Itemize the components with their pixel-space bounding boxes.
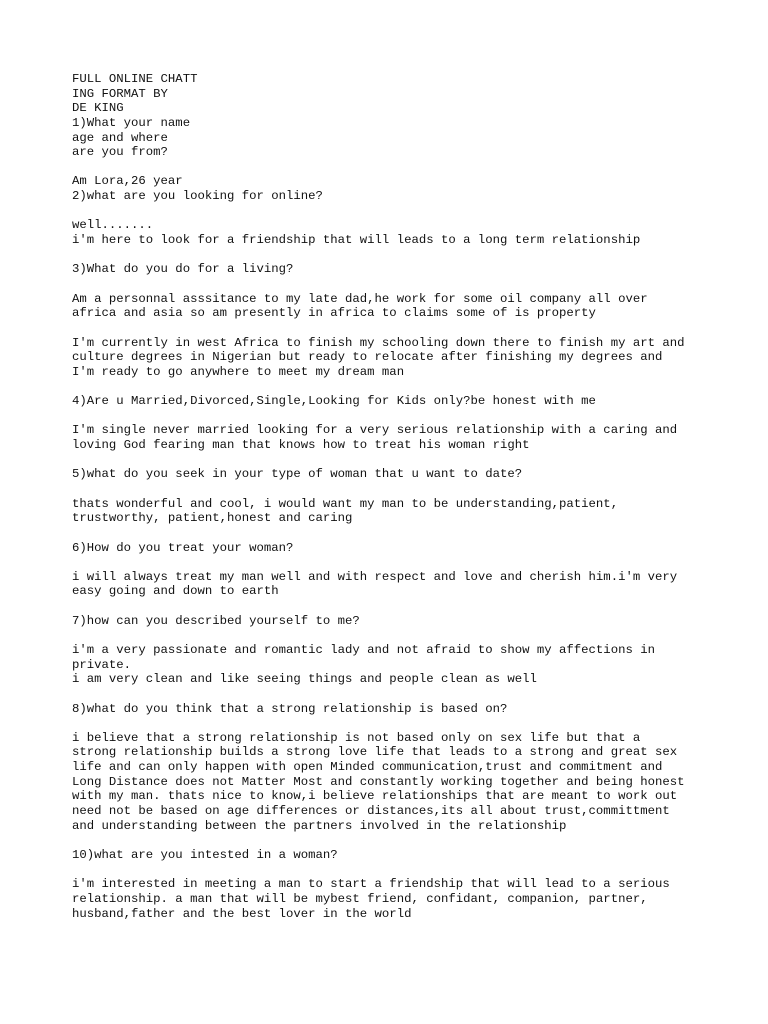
paragraph-gap (72, 453, 732, 468)
paragraph-gap (72, 526, 732, 541)
question-line: 3)What do you do for a living? (72, 262, 294, 277)
text-block (72, 423, 732, 452)
answer-line: I'm ready to go anywhere to meet my dream man (72, 364, 405, 379)
answer-line: i'm a very passionate and romantic lady and not afraid to show my affections in (72, 642, 655, 657)
text-block (72, 541, 732, 556)
paragraph-gap (72, 482, 732, 497)
paragraph-gap (72, 833, 732, 848)
question-line: 6)How do you treat your woman? (72, 540, 294, 555)
answer-line: and understanding between the partners involved in the relationship (72, 818, 567, 833)
answer-line: i will always treat my man well and with respect and love and cherish him.i'm very (72, 569, 678, 584)
paragraph-gap (72, 409, 732, 424)
text-block (72, 731, 732, 833)
answer-line: I'm currently in west Africa to finish my schooling down there to finish my art and (72, 335, 685, 350)
text-block (72, 614, 732, 629)
text-block (72, 218, 732, 247)
paragraph-gap (72, 555, 732, 570)
question-line: 10)what are you intested in a woman? (72, 847, 338, 862)
answer-line: easy going and down to earth (72, 584, 279, 599)
answer-line: i am very clean and like seeing things and people clean as well (72, 672, 537, 687)
answer-line: relationship. a man that will be mybest friend, confidant, companion, partner, (72, 891, 648, 906)
document-title-line: FULL ONLINE CHATT (72, 72, 198, 86)
text-block (72, 467, 732, 482)
answer-line: I'm single never married looking for a very serious relationship with a caring and (72, 423, 678, 438)
question-line: are you from? (72, 145, 168, 160)
answer-line: i believe that a strong relationship is not based only on sex life but that a (72, 730, 641, 745)
paragraph-gap (72, 160, 732, 175)
answer-line: loving God fearing man that knows how to treat his woman right (72, 438, 530, 453)
answer-line: Am a personnal asssitance to my late dad,he work for some oil company all over (72, 291, 648, 306)
question-line: age and where (72, 130, 168, 145)
text-block (72, 174, 732, 203)
answer-line: i'm here to look for a friendship that will leads to a long term relationship (72, 233, 641, 248)
answer-line: trustworthy, patient,honest and caring (72, 511, 353, 526)
paragraph-gap (72, 599, 732, 614)
answer-line: africa and asia so am presently in africa to claims some of is property (72, 306, 596, 321)
paragraph-gap (72, 379, 732, 394)
answer-line: culture degrees in Nigerian but ready to relocate after finishing my degrees and (72, 350, 663, 365)
paragraph-gap (72, 277, 732, 292)
text-block (72, 262, 732, 277)
paragraph-gap (72, 321, 732, 336)
question-line: 8)what do you think that a strong relationship is based on? (72, 701, 508, 716)
text-block (72, 116, 732, 160)
text-block (72, 497, 732, 526)
answer-line: need not be based on age differences or distances,its all about trust,committment (72, 804, 670, 819)
text-block (72, 702, 732, 717)
document-title-line: DE KING (72, 101, 124, 116)
answer-line: i'm interested in meeting a man to start a friendship that will lead to a serious (72, 877, 670, 892)
answer-line: Long Distance does not Matter Most and constantly working together and being honest (72, 774, 685, 789)
text-block (72, 643, 732, 687)
document-title-line: ING FORMAT BY (72, 86, 168, 101)
text-block (72, 848, 732, 863)
paragraph-gap (72, 628, 732, 643)
answer-line: private. (72, 657, 132, 672)
paragraph-gap (72, 248, 732, 263)
question-line: 2)what are you looking for online? (72, 189, 323, 204)
text-block (72, 336, 732, 380)
paragraph-gap (72, 716, 732, 731)
text-block (72, 292, 732, 321)
answer-line: life and can only happen with open Minded communication,trust and commitment and (72, 760, 663, 775)
text-block (72, 394, 732, 409)
paragraph-gap (72, 687, 732, 702)
text-block (72, 570, 732, 599)
paragraph-gap (72, 204, 732, 219)
answer-line: husband,father and the best lover in the world (72, 906, 412, 921)
answer-line: strong relationship builds a strong love life that leads to a strong and great sex (72, 745, 678, 760)
answer-line: with my man. thats nice to know,i believe relationships that are meant to work out (72, 789, 678, 804)
text-block (72, 877, 732, 921)
answer-line: Am Lora,26 year (72, 174, 183, 189)
answer-line: well....... (72, 218, 154, 233)
question-line: 4)Are u Married,Divorced,Single,Looking for Kids only?be honest with me (72, 394, 596, 409)
question-line: 7)how can you described yourself to me? (72, 613, 360, 628)
document-page (72, 72, 732, 921)
paragraph-gap (72, 863, 732, 878)
question-line: 5)what do you seek in your type of woman that u want to date? (72, 467, 523, 482)
answer-line: thats wonderful and cool, i would want my man to be understanding,patient, (72, 496, 619, 511)
question-line: 1)What your name (72, 115, 191, 130)
